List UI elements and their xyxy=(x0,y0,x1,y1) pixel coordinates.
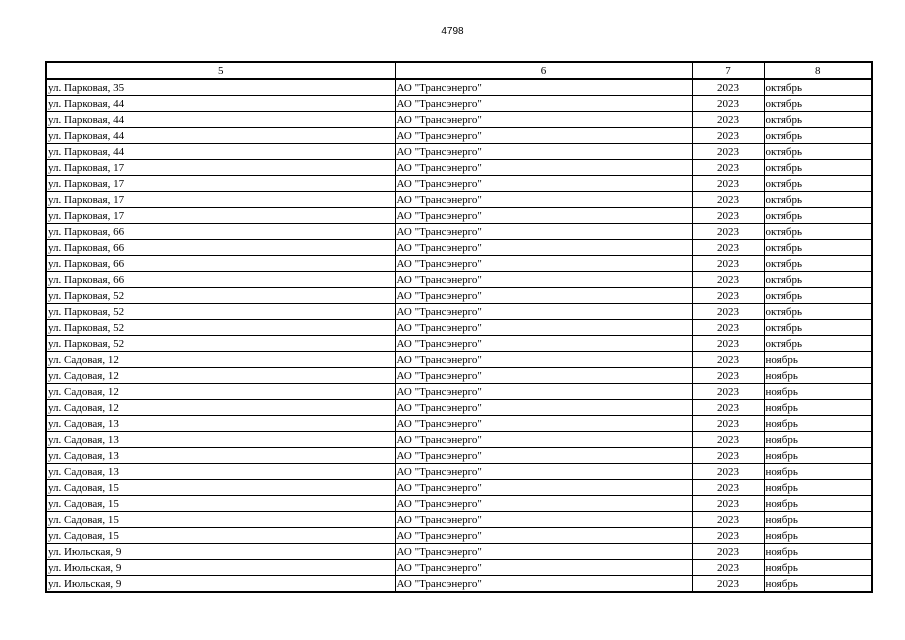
table-row xyxy=(46,288,872,304)
month-cell: октябрь xyxy=(764,112,872,128)
table-row xyxy=(46,304,872,320)
address-cell: ул. Садовая, 12 xyxy=(46,368,395,384)
month-cell: октябрь xyxy=(764,144,872,160)
month-cell: ноябрь xyxy=(764,560,872,576)
month-cell: ноябрь xyxy=(764,496,872,512)
table-body xyxy=(46,79,872,592)
organization-cell: АО "Трансэнерго" xyxy=(395,512,692,528)
table-row xyxy=(46,432,872,448)
month-cell: ноябрь xyxy=(764,432,872,448)
year-cell: 2023 xyxy=(692,208,764,224)
year-cell: 2023 xyxy=(692,224,764,240)
address-cell: ул. Садовая, 12 xyxy=(46,352,395,368)
table-row xyxy=(46,256,872,272)
month-cell: ноябрь xyxy=(764,400,872,416)
organization-cell: АО "Трансэнерго" xyxy=(395,384,692,400)
year-cell: 2023 xyxy=(692,320,764,336)
table-row xyxy=(46,496,872,512)
year-cell: 2023 xyxy=(692,448,764,464)
month-cell: октябрь xyxy=(764,79,872,96)
address-cell: ул. Парковая, 17 xyxy=(46,160,395,176)
month-cell: ноябрь xyxy=(764,480,872,496)
address-cell: ул. Парковая, 52 xyxy=(46,320,395,336)
year-cell: 2023 xyxy=(692,576,764,593)
month-cell: октябрь xyxy=(764,336,872,352)
column-header-5: 5 xyxy=(46,62,395,79)
organization-cell: АО "Трансэнерго" xyxy=(395,320,692,336)
year-cell: 2023 xyxy=(692,144,764,160)
table-row xyxy=(46,400,872,416)
organization-cell: АО "Трансэнерго" xyxy=(395,544,692,560)
address-cell: ул. Садовая, 12 xyxy=(46,384,395,400)
year-cell: 2023 xyxy=(692,368,764,384)
table-row xyxy=(46,96,872,112)
year-cell: 2023 xyxy=(692,176,764,192)
organization-cell: АО "Трансэнерго" xyxy=(395,416,692,432)
month-cell: ноябрь xyxy=(764,368,872,384)
table-row xyxy=(46,192,872,208)
month-cell: октябрь xyxy=(764,128,872,144)
month-cell: ноябрь xyxy=(764,528,872,544)
month-cell: ноябрь xyxy=(764,448,872,464)
address-cell: ул. Садовая, 15 xyxy=(46,480,395,496)
year-cell: 2023 xyxy=(692,240,764,256)
month-cell: ноябрь xyxy=(764,576,872,593)
address-cell: ул. Парковая, 52 xyxy=(46,304,395,320)
table-row xyxy=(46,384,872,400)
organization-cell: АО "Трансэнерго" xyxy=(395,176,692,192)
table-row xyxy=(46,544,872,560)
column-header-7: 7 xyxy=(692,62,764,79)
organization-cell: АО "Трансэнерго" xyxy=(395,432,692,448)
table-row xyxy=(46,416,872,432)
year-cell: 2023 xyxy=(692,352,764,368)
organization-cell: АО "Трансэнерго" xyxy=(395,144,692,160)
organization-cell: АО "Трансэнерго" xyxy=(395,128,692,144)
month-cell: октябрь xyxy=(764,176,872,192)
year-cell: 2023 xyxy=(692,496,764,512)
address-cell: ул. Парковая, 17 xyxy=(46,208,395,224)
year-cell: 2023 xyxy=(692,272,764,288)
organization-cell: АО "Трансэнерго" xyxy=(395,560,692,576)
address-cell: ул. Парковая, 44 xyxy=(46,96,395,112)
year-cell: 2023 xyxy=(692,560,764,576)
month-cell: ноябрь xyxy=(764,416,872,432)
month-cell: ноябрь xyxy=(764,384,872,400)
table-row xyxy=(46,512,872,528)
address-cell: ул. Садовая, 15 xyxy=(46,512,395,528)
year-cell: 2023 xyxy=(692,256,764,272)
table-row xyxy=(46,128,872,144)
year-cell: 2023 xyxy=(692,480,764,496)
organization-cell: АО "Трансэнерго" xyxy=(395,256,692,272)
table-row xyxy=(46,368,872,384)
year-cell: 2023 xyxy=(692,192,764,208)
address-cell: ул. Парковая, 44 xyxy=(46,144,395,160)
address-cell: ул. Парковая, 44 xyxy=(46,112,395,128)
organization-cell: АО "Трансэнерго" xyxy=(395,208,692,224)
month-cell: ноябрь xyxy=(764,544,872,560)
month-cell: октябрь xyxy=(764,320,872,336)
organization-cell: АО "Трансэнерго" xyxy=(395,528,692,544)
month-cell: октябрь xyxy=(764,288,872,304)
page-number: 4798 xyxy=(441,26,464,37)
table-row xyxy=(46,320,872,336)
organization-cell: АО "Трансэнерго" xyxy=(395,464,692,480)
year-cell: 2023 xyxy=(692,464,764,480)
year-cell: 2023 xyxy=(692,112,764,128)
organization-cell: АО "Трансэнерго" xyxy=(395,79,692,96)
address-cell: ул. Парковая, 52 xyxy=(46,288,395,304)
month-cell: ноябрь xyxy=(764,512,872,528)
address-cell: ул. Парковая, 66 xyxy=(46,256,395,272)
table-header-row xyxy=(46,62,872,79)
address-cell: ул. Садовая, 13 xyxy=(46,448,395,464)
year-cell: 2023 xyxy=(692,512,764,528)
organization-cell: АО "Трансэнерго" xyxy=(395,576,692,593)
month-cell: ноябрь xyxy=(764,464,872,480)
organization-cell: АО "Трансэнерго" xyxy=(395,352,692,368)
address-cell: ул. Июльская, 9 xyxy=(46,560,395,576)
table-row xyxy=(46,448,872,464)
year-cell: 2023 xyxy=(692,304,764,320)
year-cell: 2023 xyxy=(692,128,764,144)
table-row xyxy=(46,480,872,496)
address-cell: ул. Июльская, 9 xyxy=(46,576,395,593)
address-cell: ул. Садовая, 15 xyxy=(46,496,395,512)
month-cell: октябрь xyxy=(764,208,872,224)
table-row xyxy=(46,336,872,352)
address-cell: ул. Садовая, 12 xyxy=(46,400,395,416)
column-header-6: 6 xyxy=(395,62,692,79)
table-row xyxy=(46,208,872,224)
year-cell: 2023 xyxy=(692,528,764,544)
address-cell: ул. Садовая, 15 xyxy=(46,528,395,544)
organization-cell: АО "Трансэнерго" xyxy=(395,496,692,512)
organization-cell: АО "Трансэнерго" xyxy=(395,288,692,304)
organization-cell: АО "Трансэнерго" xyxy=(395,480,692,496)
organization-cell: АО "Трансэнерго" xyxy=(395,272,692,288)
document-table xyxy=(45,61,873,593)
organization-cell: АО "Трансэнерго" xyxy=(395,400,692,416)
address-cell: ул. Садовая, 13 xyxy=(46,432,395,448)
table-row xyxy=(46,560,872,576)
month-cell: октябрь xyxy=(764,256,872,272)
table-row xyxy=(46,79,872,96)
organization-cell: АО "Трансэнерго" xyxy=(395,368,692,384)
organization-cell: АО "Трансэнерго" xyxy=(395,224,692,240)
year-cell: 2023 xyxy=(692,288,764,304)
column-header-8: 8 xyxy=(764,62,872,79)
table-row xyxy=(46,160,872,176)
organization-cell: АО "Трансэнерго" xyxy=(395,160,692,176)
month-cell: октябрь xyxy=(764,304,872,320)
table-row xyxy=(46,528,872,544)
address-cell: ул. Парковая, 52 xyxy=(46,336,395,352)
address-cell: ул. Садовая, 13 xyxy=(46,416,395,432)
organization-cell: АО "Трансэнерго" xyxy=(395,304,692,320)
month-cell: октябрь xyxy=(764,160,872,176)
year-cell: 2023 xyxy=(692,79,764,96)
year-cell: 2023 xyxy=(692,432,764,448)
address-cell: ул. Парковая, 17 xyxy=(46,176,395,192)
organization-cell: АО "Трансэнерго" xyxy=(395,96,692,112)
table-row xyxy=(46,112,872,128)
table-row xyxy=(46,240,872,256)
address-cell: ул. Парковая, 35 xyxy=(46,79,395,96)
address-cell: ул. Парковая, 44 xyxy=(46,128,395,144)
table-row xyxy=(46,464,872,480)
address-cell: ул. Садовая, 13 xyxy=(46,464,395,480)
month-cell: октябрь xyxy=(764,192,872,208)
table-row xyxy=(46,176,872,192)
table-row xyxy=(46,144,872,160)
organization-cell: АО "Трансэнерго" xyxy=(395,192,692,208)
year-cell: 2023 xyxy=(692,160,764,176)
address-cell: ул. Июльская, 9 xyxy=(46,544,395,560)
table-row xyxy=(46,576,872,593)
year-cell: 2023 xyxy=(692,96,764,112)
year-cell: 2023 xyxy=(692,416,764,432)
year-cell: 2023 xyxy=(692,400,764,416)
address-cell: ул. Парковая, 17 xyxy=(46,192,395,208)
table-row xyxy=(46,224,872,240)
organization-cell: АО "Трансэнерго" xyxy=(395,112,692,128)
table-row xyxy=(46,352,872,368)
month-cell: ноябрь xyxy=(764,352,872,368)
address-cell: ул. Парковая, 66 xyxy=(46,240,395,256)
month-cell: октябрь xyxy=(764,224,872,240)
month-cell: октябрь xyxy=(764,96,872,112)
year-cell: 2023 xyxy=(692,384,764,400)
organization-cell: АО "Трансэнерго" xyxy=(395,336,692,352)
month-cell: октябрь xyxy=(764,272,872,288)
year-cell: 2023 xyxy=(692,544,764,560)
table-row xyxy=(46,272,872,288)
address-cell: ул. Парковая, 66 xyxy=(46,224,395,240)
year-cell: 2023 xyxy=(692,336,764,352)
organization-cell: АО "Трансэнерго" xyxy=(395,240,692,256)
month-cell: октябрь xyxy=(764,240,872,256)
organization-cell: АО "Трансэнерго" xyxy=(395,448,692,464)
address-cell: ул. Парковая, 66 xyxy=(46,272,395,288)
